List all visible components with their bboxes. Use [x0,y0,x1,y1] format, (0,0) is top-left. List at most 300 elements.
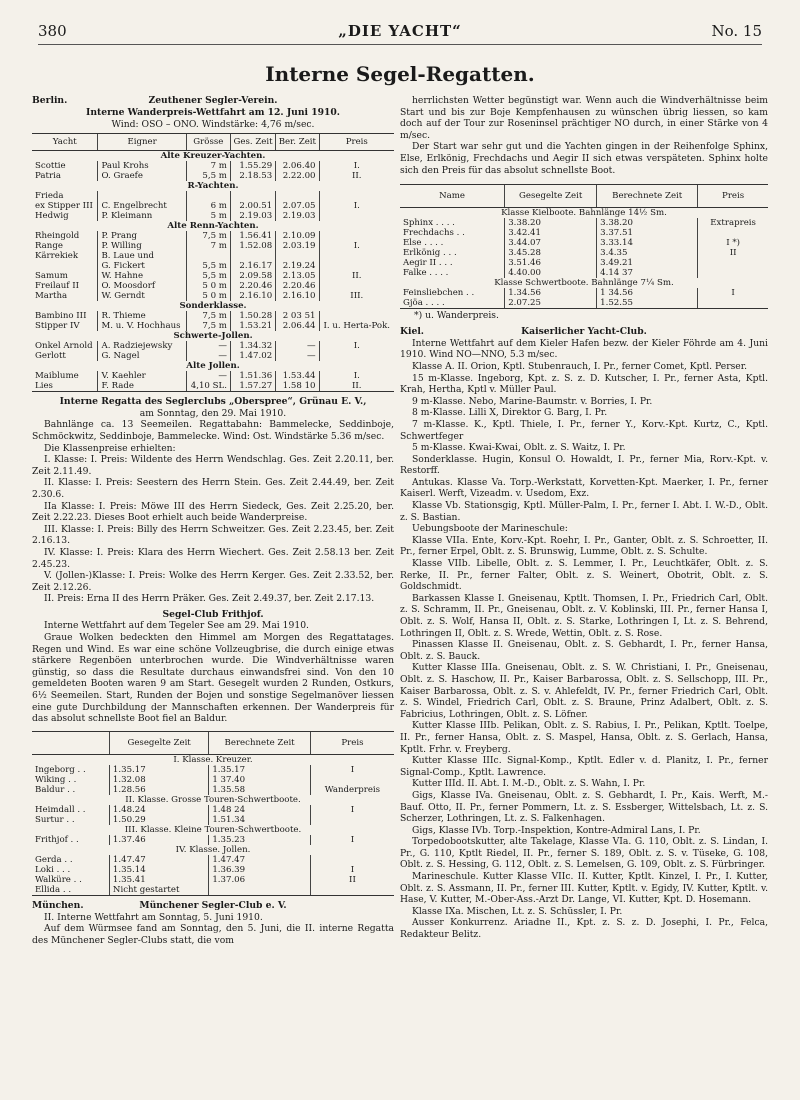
zeuthen-cell [319,261,394,271]
table-row [32,211,394,221]
column-header: Preis [698,185,768,208]
section-heading: Alte Kreuzer-Yachten. [160,151,266,162]
frithjof-cell [310,815,394,825]
zeuthen-cell: 2.19.03 [276,211,319,221]
section-heading: I. Klasse. Kreuzer. [173,754,253,765]
frithjof-cell [310,775,394,785]
zeuthen-cell: 7 m [186,161,230,171]
frithjof-cell: Walküre . . [35,874,82,885]
section-heading-row [32,221,394,231]
zeuthen-cell: Onkel Arnold [35,341,93,352]
section-heading: R-Yachten. [187,181,239,192]
zeuthen-cell: 4,10 SL. [186,381,230,392]
table-row [32,271,394,281]
zeuthen-cell: 5 0 m [186,281,230,291]
left-column [32,95,394,947]
kiel-paragraph: Kutter Klasse IIIc. Signal-Komp., Kptlt. Edler v. d. Planitz, I. Pr., ferner Signal-Comp., Kptlt. Lawrence. [400,755,768,778]
frithjof-cell: 1.28.56 [109,785,208,795]
zeuthen-cell: 1.58 10 [276,381,319,392]
table-row [32,815,394,825]
muenchen-cell: 1 34.56 [597,288,698,298]
muenchen-cell: Erlkönig . . . [403,248,457,259]
kiel-paragraph: Torpedobootskutter, alte Takelage, Klasse VIa. G. 110, Oblt. z. S. Lindan, I. Pr., G. 110, Kptlt Riedel, II. Pr., ferner S. 189, Oblt. z. S. v. Tüseke, G. 108, Oblt. z. S. Hessing, G. 112, Oblt. z. S. Lemelsen, G. 109, Oblt. z. S. Fürbringer. [400,836,768,871]
muenchen-cell: Aegir II . . . [403,258,453,269]
zeuthen-cell: 2.20.46 [230,281,275,291]
table-row [400,228,768,238]
frithjof-cell: 1.48 24 [209,805,311,815]
kiel-paragraph: Interne Wettfahrt auf dem Kieler Hafen bezw. der Kieler Föhrde am 4. Juni 1910. Wind NO—NNO, 5.3 m/sec. [400,337,768,361]
zeuthen-cell [230,251,275,261]
zeuthen-cell: II. [319,271,394,281]
frithjof-cell: Heimdall . . [35,804,86,815]
kiel-paragraph: 8 m-Klasse. Lilli X, Direktor G. Barg, I. Pr. [412,407,608,419]
zeuthen-cell: B. Laue und [98,251,186,261]
frithjof-cell: 1.35.17 [109,765,208,775]
zeuthen-cell: 1.52.08 [230,241,275,251]
frithjof-cell: 1.35.14 [109,865,208,875]
oberspree-paragraph: IIa Klasse: I. Preis: Möwe III des Herrn Siedeck, Ges. Zeit 2.25.20, ber. Zeit 2.22.23. Dieses Boot erhielt auch beide Wanderpreise. [32,500,394,524]
column-header: Eigner [98,134,186,151]
zeuthen-cell: Martha [35,291,68,302]
zeuthen-cell: 2.00.51 [230,201,275,211]
table-row [400,238,768,248]
column-header: Name [400,185,505,208]
zeuthen-cell: A. Radziejewsky [98,341,186,351]
frithjof-cell: Frithjof . . [35,834,79,845]
kiel-paragraph: Kutter Klasse IIIa. Gneisenau, Oblt. z. S. W. Christiani, I. Pr., Gneisenau, Oblt. z. S. Haschow, II. Pr., Kaiser Barbarossa, Oblt. z. S. Sellschopp, III. Pr., Kaiser Barbarossa, Oblt. z. S. v. Ahlefeldt, IV. Pr., ferner Friedrich Carl, Oblt. z. S. Windel, Friedrich Carl, Oblt. z. S. Braune, Prinz Adalbert, Oblt. z. S. Fabricius, Lothringen, Oblt. z. S. Löfner. [400,662,768,720]
zeuthen-cell [98,191,186,201]
results-table-muenchen [400,184,768,309]
column-header [32,731,109,754]
frithjof-cell: 1.35.58 [209,785,311,795]
zeuthen-cell: 7,5 m [186,231,230,241]
frithjof-cell: Ingeborg . . [35,764,86,775]
frithjof-cell: I [310,865,394,875]
table-row [32,875,394,885]
column-header: Yacht [32,134,98,151]
results-table-frithjof [32,731,394,896]
zeuthen-cell: I. [319,371,394,381]
city-heading-muenchen: München. [32,899,84,911]
section-heading-row [400,208,768,219]
journal-title: „DIE YACHT“ [338,22,462,40]
zeuthen-cell: 2.09.58 [230,271,275,281]
club-heading-muenchen: Münchener Segler-Club e. V. [139,899,287,911]
kiel-paragraph: 7 m-Klasse. K., Kptl. Thiele, I. Pr., ferner Y., Korv.-Kpt. Kurtz, C., Kptl. Schwertfeger [400,418,768,442]
section-heading: Alte Jollen. [186,361,240,372]
oberspree-paragraph: I. Klasse: I. Preis: Wildente des Herrn Wendschlag. Ges. Zeit 2.20.11, ber. Zeit 2.11.49. [32,454,394,477]
frithjof-cell: 1.47.47 [209,855,311,865]
muenchen-cell: Extrapreis [698,218,768,228]
section-heading: III. Klasse. Kleine Touren-Schwertboote. [124,824,302,835]
muenchen-cell: 3.4.35 [597,248,698,258]
zeuthen-cell: — [276,351,319,361]
zeuthen-cell: Paul Krohs [98,161,186,171]
column-header: Grösse [186,134,230,151]
zeuthen-cell: 1.55.29 [230,161,275,171]
table-row [32,241,394,251]
zeuthen-cell: I. [319,241,394,251]
frithjof-cell: I [310,805,394,815]
kiel-paragraph: Uebungsboote der Marineschule: [412,523,568,535]
frithjof-cell: 1.37.46 [109,835,208,845]
zeuthen-cell: I. [319,201,394,211]
zeuthen-cell: 5,5 m [186,261,230,271]
section-heading: Klasse Schwertboote. Bahnlänge 7¼ Sm. [494,278,674,289]
zeuthen-cell: 2.03.19 [276,241,319,251]
oberspree-text [32,419,394,605]
zeuthen-cell: ex Stipper III [35,201,93,212]
column-header: Berechnete Zeit [209,731,311,754]
muenchen-cell: 3.38.20 [597,218,698,228]
muenchen-cell: Feinsliebchen . . [403,288,475,299]
frithjof-cell: I [310,835,394,845]
zeuthen-cell: G. Fickert [98,261,186,271]
zeuthen-cell: — [186,351,230,361]
zeuthen-cell: Stipper IV [35,321,80,332]
muenchen-cell [698,228,768,238]
frithjof-cell: Wanderpreis [310,785,394,795]
oberspree-paragraph: Die Klassenpreise erhielten: [44,442,176,454]
zeuthen-cell: I. u. Herta-Pok. [319,321,394,331]
frithjof-cell [310,855,394,865]
muenchen-cell: Gjöa . . . . [400,298,505,309]
wind-info: Wind: OSO – ONO. Windstärke: 4,76 m/sec. [111,118,315,130]
muenchen-cell: 1.52.55 [597,298,698,309]
zeuthen-cell: M. u. V. Hochhaus [98,321,186,331]
kiel-paragraph: Gigs, Klasse IVb. Torp.-Inspektion, Kontre-Admiral Lans, I. Pr. [412,824,701,836]
table-row [32,785,394,795]
table-row [400,248,768,258]
table-row [32,201,394,211]
city-heading-kiel: Kiel. [400,325,425,337]
zeuthen-cell [319,311,394,321]
muenchen-cell: Falke . . . . [403,268,449,279]
column-header: Gesegelte Zeit [109,731,208,754]
muenchen-text-continued [400,95,768,176]
table-row [32,281,394,291]
kiel-paragraph: Kutter IIId. II. Abt. I. M.-D., Oblt. z. S. Wahn, I. Pr. [412,778,646,790]
frithjof-cell: Wiking . . [35,774,77,785]
zeuthen-cell [32,261,98,271]
muenchen-cell: Frechdachs . . [403,228,465,239]
zeuthen-cell: 2.22.00 [276,171,319,181]
kiel-paragraph: Sonderklasse. Hugin, Konsul O. Howaldt, I. Pr., ferner Mia, Rorv.-Kpt. v. Restorff. [400,453,768,477]
section-heading-row [400,278,768,288]
zeuthen-cell: Frieda [35,191,64,202]
zeuthen-cell: Rheingold [35,231,80,242]
frithjof-paragraph: Graue Wolken bedeckten den Himmel am Morgen des Regattatages. Regen und Wind. Es war eine schöne Vollzeugbrise, die durch einige etwas stärkere Regenböen unterbrochen wurde. Die Windverhältnisse waren günstig, so dass die Resultate durchaus einwandsfrei sind. Von den 10 gemeldeten Booten waren 9 am Start. Gesegelt wurden 2 Runden, Ostkurs, 6½ Seemeilen. Start, Runden der Bojen und sonstige Segelmanöver liessen eine gute Durchbildung der Mannschaften erkennen. Der Wanderpreis für das absolut schnellste Boot fiel an Baldur. [32,632,394,725]
frithjof-cell [209,885,311,896]
muenchen-paragraph: II. Interne Wettfahrt am Sonntag, 5. Juni 1910. [44,911,263,923]
frithjof-cell: Loki . . . [35,864,71,875]
table-row [400,298,768,309]
frithjof-cell: 1.35.41 [109,875,208,885]
kiel-text [400,338,768,941]
frithjof-cell: 1.36.39 [209,865,311,875]
zeuthen-cell: O. Graefe [98,171,186,181]
zeuthen-cell [319,351,394,361]
zeuthen-cell: O. Moosdorf [98,281,186,291]
zeuthen-cell: 2.18.53 [230,171,275,181]
frithjof-cell: 1.35.17 [209,765,311,775]
table-row [32,261,394,271]
table-row [32,805,394,815]
muenchen-cell: 3.51.46 [505,258,597,268]
zeuthen-cell: W. Gerndt [98,291,186,301]
table-row [32,191,394,201]
frithjof-cell: Surtur . . [35,814,75,825]
kiel-paragraph: Klasse VIIb. Libelle, Oblt. z. S. Lemmer, I. Pr., Leuchtkäfer, Oblt. z. S. Rerke, II. Pr., ferner Falter, Oblt. z. S. Weinert, Obotrit, Oblt. z. S. Goldschmidt. [400,558,768,593]
zeuthen-cell: Hedwig [35,211,69,222]
frithjof-cell: I [310,765,394,775]
muenchen-cell: 4.14 37 [597,268,698,278]
zeuthen-cell: 1.56.41 [230,231,275,241]
table-row [400,258,768,268]
zeuthen-cell [276,251,319,261]
muenchen-cell [698,298,768,309]
table-row [32,321,394,331]
muenchen-cell: I *) [698,238,768,248]
frithjof-cell: II [310,875,394,885]
kiel-paragraph: 9 m-Klasse. Nebo, Marine-Baumstr. v. Borries, I. Pr. [412,395,653,407]
oberspree-paragraph: IV. Klasse: I. Preis: Klara des Herrn Wiechert. Ges. Zeit 2.58.13 ber. Zeit 2.45.23. [32,546,394,570]
zeuthen-cell: 1.47.02 [230,351,275,361]
frithjof-paragraph: Interne Wettfahrt auf dem Tegeler See am 29. Mai 1910. [44,620,309,632]
section-heading: Klasse Kielboote. Bahnlänge 14½ Sm. [501,208,667,219]
page-header [38,22,762,45]
muenchen-cell [698,268,768,278]
muenchen-cell: 3.49.21 [597,258,698,268]
column-header: Preis [310,731,394,754]
muenchen-cell: II [698,248,768,258]
frithjof-cell: 1 37.40 [209,775,311,785]
zeuthen-cell: 7,5 m [186,311,230,321]
table-row [32,161,394,171]
section-heading-row [32,151,394,162]
zeuthen-cell [186,251,230,261]
issue-number: No. 15 [711,22,762,40]
muenchen-cell [698,258,768,268]
zeuthen-cell: 1.57.27 [230,381,275,392]
muenchen-cell: 3.38.20 [505,218,597,228]
table-header-row [32,134,394,151]
zeuthen-cell: II. [319,171,394,181]
kiel-paragraph: Pinassen Klasse II. Gneisenau, Oblt. z. S. Gebhardt, I. Pr., ferner Hansa, Oblt. z. S. Bauck. [400,639,768,662]
section-heading-row [32,825,394,835]
zeuthen-cell [230,191,275,201]
frithjof-cell: 1.37.06 [209,875,311,885]
zeuthen-cell: Lies [32,381,98,392]
muenchen-cell: I [698,288,768,298]
section-heading-row [32,795,394,805]
club-heading-zeuthen: Zeuthener Segler-Verein. [148,95,278,106]
zeuthen-cell: 2.16.10 [230,291,275,301]
table-row [400,268,768,278]
muenchen-text [32,912,394,947]
oberspree-paragraph: V. (Jollen-)Klasse: I. Preis: Wolke des Herrn Kerger. Ges. Zeit 2.33.52, ber. Zeit 2.12.26. [32,570,394,593]
section-heading: II. Klasse. Grosse Touren-Schwertboote. [125,794,301,805]
frithjof-cell: Nicht gestartet [109,885,208,896]
zeuthen-cell [319,251,394,261]
zeuthen-cell: R. Thieme [98,311,186,321]
frithjof-cell: 1.50.29 [109,815,208,825]
city-heading-berlin: Berlin. [32,95,68,106]
column-header: Gesegelte Zeit [505,185,597,208]
zeuthen-cell: 6 m [186,201,230,211]
muenchen-cell: 3.37.51 [597,228,698,238]
zeuthen-cell: I. [319,341,394,351]
article-title: Interne Segel-Regatten. [265,62,535,86]
section-heading-row [32,754,394,765]
frithjof-cell: 1.35.23 [209,835,311,845]
zeuthen-cell: G. Nagel [98,351,186,361]
zeuthen-cell: — [186,341,230,351]
kiel-paragraph: Ausser Konkurrenz. Ariadne II., Kpt. z. S. z. D. Josephi, I. Pr., Felca, Redakteur Belitz. [400,917,768,941]
kiel-paragraph: Marineschule. Kutter Klasse VIIc. II. Kutter, Kptlt. Kinzel, I. Pr., I. Kutter, Oblt. z. S. Assmann, II. Pr., ferner III. Kutter, Kptlt. v. Egidy, IV. Kutter, Kptlt. v. Hase, V. Kutter, M.-Ober-Ass.-Arzt Dr. Lange, VI. Kutter, Kpt. D. Hosemann. [400,871,768,906]
section-heading: Alte Renn-Yachten. [167,221,259,232]
table-row [32,835,394,845]
table-row [32,171,394,181]
zeuthen-cell: 2.19.03 [230,211,275,221]
column-header: Ber. Zeit [276,134,319,151]
kiel-paragraph: Klasse VIIa. Ente, Korv.-Kpt. Roehr, I. Pr., Ganter, Oblt. z. S. Schroetter, II. Pr., ferner Erpel, Oblt. z. S. Brunswig, Lumme, Oblt. z. S. Schulte. [400,534,768,558]
event-heading: Interne Wanderpreis-Wettfahrt am 12. Juni 1910. [86,107,340,118]
zeuthen-cell: P. Kleimann [98,211,186,221]
muenchen-cell: Sphinx . . . . [403,218,455,229]
zeuthen-cell: F. Rade [98,381,186,392]
muenchen-continued-paragraph: herrlichsten Wetter begünstigt war. Wenn auch die Windverhältnisse beim Start und bis zur Boje Kempfenhausen zu wünschen übrig liessen, so kam doch auf der Tour zur Roseninsel prächtiger NO durch, in einer Stärke von 4 m/sec. [400,95,768,141]
zeuthen-cell: 2.16.10 [276,291,319,301]
section-heading-row [32,181,394,191]
table-row [400,218,768,228]
zeuthen-cell: Bambino III [35,311,87,322]
table-row [32,371,394,381]
kiel-paragraph: Antukas. Klasse Va. Torp.-Werkstatt, Korvetten-Kpt. Maerker, I. Pr., ferner Kaiserl. Werft, Vizeadm. v. Usedom, Exz. [400,476,768,500]
frithjof-cell [310,885,394,896]
muenchen-cell: 3.42.41 [505,228,597,238]
muenchen-cell: 4.40.00 [505,268,597,278]
club-heading-kiel: Kaiserlicher Yacht-Club. [521,325,647,337]
table-row [32,775,394,785]
muenchen-cell: 3.33.14 [597,238,698,248]
zeuthen-cell: 7 m [186,241,230,251]
zeuthen-cell: Freilauf II [35,281,80,292]
zeuthen-cell: P. Willing [98,241,186,251]
zeuthen-cell: I. [319,161,394,171]
muenchen-cell: 3.44.07 [505,238,597,248]
table-row [32,291,394,301]
zeuthen-cell [276,191,319,201]
zeuthen-cell: — [186,371,230,381]
zeuthen-cell: Gerlott [35,351,66,362]
section-heading-row [32,845,394,855]
table-row [32,855,394,865]
zeuthen-cell: 1.53.44 [276,371,319,381]
frithjof-text [32,620,394,724]
results-table-zeuthen [32,133,394,392]
zeuthen-cell: 2.20.46 [276,281,319,291]
zeuthen-cell: 2.10.09 [276,231,319,241]
table-header-row [32,731,394,754]
zeuthen-cell: 7,5 m [186,321,230,331]
zeuthen-cell [319,211,394,221]
zeuthen-cell: Kärrekiek [35,251,79,262]
section-heading: Schwerte-Jollen. [173,331,253,342]
zeuthen-cell: III. [319,291,394,301]
zeuthen-cell [319,281,394,291]
zeuthen-cell [319,231,394,241]
zeuthen-cell: 2.19.24 [276,261,319,271]
zeuthen-cell [319,191,394,201]
zeuthen-cell: 2.13.05 [276,271,319,281]
frithjof-cell: 1.32.08 [109,775,208,785]
frithjof-cell: 1.47.47 [109,855,208,865]
kiel-paragraph: Klasse IXa. Mischen, Lt. z. S. Schüssler, I. Pr. [412,905,623,917]
table-row [400,288,768,298]
zeuthen-cell: 1.34.32 [230,341,275,351]
frithjof-cell: 1.51.34 [209,815,311,825]
zeuthen-cell: 2.06.40 [276,161,319,171]
kiel-paragraph: Gigs, Klasse IVa. Gneisenau, Oblt. z. S. Gebhardt, I. Pr., Kais. Werft, M.-Bauf. Otto, II. Pr., ferner Pommern, Lt. z. S. Essberger, Wittelsbach, Lt. z. S. Scherzer, Lothringen, Lt. z. S. Falkenhagen. [400,789,768,825]
zeuthen-cell: V. Kaehler [98,371,186,381]
footnote: *) u. Wanderpreis. [414,310,499,322]
section-heading-row [32,361,394,371]
table-row [32,341,394,351]
frithjof-cell: 1.48.24 [109,805,208,815]
zeuthen-cell: 1.51.36 [230,371,275,381]
table-row [32,381,394,392]
zeuthen-cell: — [276,341,319,351]
zeuthen-cell: Patria [35,171,61,182]
frithjof-cell: Ellida . . [32,885,109,896]
table-header-row [400,185,768,208]
table-row [32,885,394,896]
zeuthen-cell: C. Engelbrecht [98,201,186,211]
kiel-paragraph: 15 m-Klasse. Ingeborg, Kpt. z. S. z. D. Kutscher, I. Pr., ferner Asta, Kptl. Krah, Hertha, Kptl v. Müller Paul. [400,372,768,396]
section-heading: IV. Klasse. Jollen. [175,844,251,855]
table-row [32,231,394,241]
right-column [400,95,768,941]
zeuthen-cell: 2.06.44 [276,321,319,331]
kiel-paragraph: Kutter Klasse IIIb. Pelikan, Oblt. z. S. Rabius, I. Pr., Pelikan, Kptlt. Toelpe, II. Pr., ferner Hansa, Oblt. z. S. Maspel, Hansa, Oblt. z. S. Gerlach, Hansa, Kptlt. Frhr. v. Freyberg. [400,720,768,755]
zeuthen-cell: Samum [35,271,68,282]
muenchen-cell: Else . . . . [403,238,444,249]
zeuthen-cell: 1.50.28 [230,311,275,321]
column-header: Ges. Zeit [230,134,275,151]
zeuthen-cell: Maiblume [35,371,79,382]
zeuthen-cell: 5 m [186,211,230,221]
zeuthen-cell: II. [319,381,394,392]
table-row [32,311,394,321]
zeuthen-cell: W. Hahne [98,271,186,281]
event-date-oberspree: am Sonntag, den 29. Mai 1910. [139,407,287,419]
table-row [32,251,394,261]
club-heading-frithjof: Segel-Club Frithjof. [162,608,264,620]
kiel-paragraph: Klasse A. II. Orion, Kptl. Stubenrauch, I. Pr., ferner Comet, Kptl. Perser. [412,360,748,372]
kiel-paragraph: Barkassen Klasse I. Gneisenau, Kptlt. Thomsen, I. Pr., Friedrich Carl, Oblt. z. S. Schramm, II. Pr., Gneisenau, Oblt. z. V. Koblinski, III. Pr., ferner Hansa I, Oblt. z. S. Wolf, Hansa II, Oblt. z. S. Starke, Lothringen I, Lt. z. S. Behrend, Lothringen II, Oblt. z. S. Wrede, Wettin, Oblt. z. S. Rose. [400,592,768,639]
frithjof-cell: Gerda . . [35,854,73,865]
muenchen-cell: 1.34.56 [505,288,597,298]
page-number: 380 [38,22,67,40]
section-heading: Sonderklasse. [179,301,247,312]
muenchen-paragraph: Auf dem Würmsee fand am Sonntag, den 5. Juni, die II. interne Regatta des Münchener Segler-Clubs statt, die vom [32,923,394,946]
muenchen-cell: 3.45.28 [505,248,597,258]
zeuthen-cell: 1.53.21 [230,321,275,331]
section-heading-row [32,301,394,311]
column-header: Berechnete Zeit [597,185,698,208]
zeuthen-cell: 2 03 51 [276,311,319,321]
